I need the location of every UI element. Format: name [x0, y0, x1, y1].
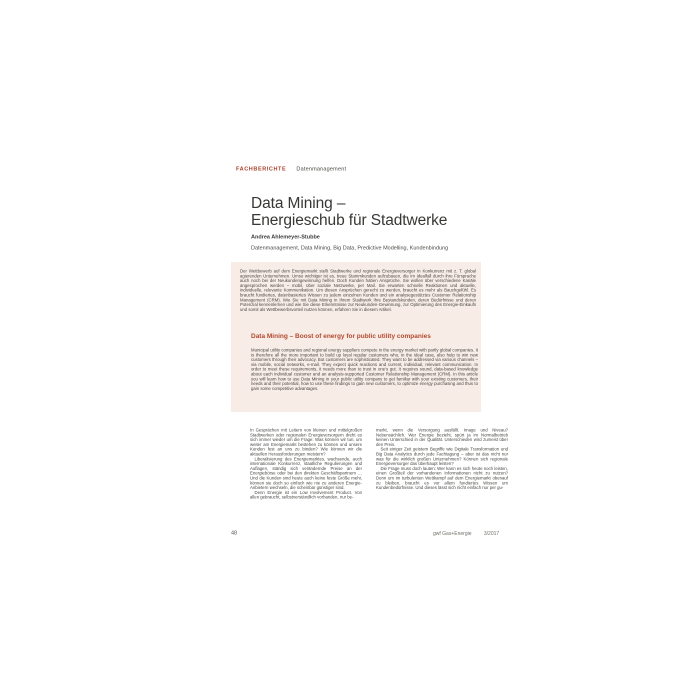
- abstract-english-heading-block: [251, 332, 611, 347]
- section-header: [236, 166, 456, 178]
- section-topic: Datenmanagement: [296, 166, 347, 172]
- author-name: Andrea Ahlemeyer-Stubbe: [251, 234, 320, 240]
- article-title-line1: Data Mining –: [251, 195, 346, 212]
- abstract-english-heading: Data Mining – Boost of energy for public utility companies: [251, 332, 431, 340]
- section-kicker: FACHBERICHTE: [236, 166, 287, 172]
- page-number: 48: [231, 530, 238, 536]
- journal-issue: 3/2017: [483, 531, 500, 537]
- body-paragraph: Denn Energie ist ein Low Involvement Product. Von allen gebraucht, selbstverständlich vorhanden, nur be-: [250, 489, 362, 500]
- article-title-line2: Energieschub für Stadtwerke: [251, 211, 448, 229]
- footer-page-number-block: [231, 530, 243, 542]
- footer-journal-block: [433, 531, 565, 542]
- journal-name: gwf Gas+Energie: [433, 531, 472, 537]
- body-paragraph: merkt, wenn die Versorgung ausfällt. Image und Niveau? Nebensächlich. Wer Energie bezieht, spürt ja im Normalbetrieb keinen Unterschied in der Qualität. Unterschieden wird zumeist über den Preis.: [376, 427, 508, 447]
- abstract-box: [231, 262, 481, 412]
- abstract-english-block: [251, 348, 700, 434]
- article-title: [251, 196, 447, 229]
- body-paragraph: Seit einiger Zeit geistern Begriffe wie Digitale Transformation und Big Data Analytics durch jede Fachtagung – aber ist das nicht nur was für die wirklich großen Unternehmen? Können sich regionale Energieversorger das überhaupt leisten?: [376, 446, 508, 467]
- abstract-german-text: Der Wettbewerb auf dem Energiemarkt stellt Stadtwerke und regionale Energieversorger in Konkurrenz mit z. T. global agierenden Unternehmen. Umso wichtiger ist es, treue Stammkunden aufzubauen, die im Idealfall durch ihre Fürsprache auch noch bei der Neukundengewinnung helfen. Doch Kunden haben Ansprüche. Sie wollen über verschiedene Kanäle angesprochen werden – mobil, über soziale Netzwerke, per Mail. Sie erwarten schnelle Reaktionen und aktuelle, individuelle, relevante Kommunikation. Um diesen Ansprüchen gerecht zu werden, braucht es mehr als Bauchgefühl. Es braucht fundiertes, datenbasiertes Wissen zu jedem einzelnen Kunden und ein analysegestütztes Customer Relationship Management (CRM). Wie Sie mit Data Mining in Ihrem Stadtwerk Ihre Bestandskunden, deren Bedürfnisse und deren Potenzial kennenlernen und wie Sie diese Erkenntnisse zur Neukunden-Gewinnung, zur Optimierung des Energie-Einkaufs und somit als Wettbewerbsvorteil nutzen können, erfahren Sie in diesem Artikel.: [240, 268, 476, 312]
- body-paragraph: Liberalisierung des Energiemarktes, wachsende, auch internationale Konkurrenz, staatliche Regulierungen und Auflagen, ständig sich verändernde Preise an der Energiebörse oder bei den direkten Geschäftspartnern … Und die Kunden sind heute auch keine feste Größe mehr, können sie doch so einfach wie nie zu anderen Energie-Anbietern wechseln, die scheinbar günstiger sind.: [250, 456, 362, 491]
- keywords-line: Datenmanagement, Data Mining, Big Data, Predictive Modelling, Kundenbindung: [251, 245, 449, 251]
- keywords-block: [251, 245, 645, 257]
- body-paragraph: Die Frage muss doch lauten: Wer kann es sich heute noch leisten, einen Großteil der vorhandenen Informationen nicht zu nutzen? Denn um im turbulenten Wettkampf auf dem Energiemarkt obenauf zu bleiben, braucht es vor allem fundiertes Wissen um Kundenbedürfnisse. Und dieses lässt sich nicht einfach nur per gu-: [376, 465, 508, 491]
- abstract-english-text: Municipal utility companies and regional energy suppliers compete in the energy market with partly global companies. It is therefore all the more important to build up loyal regular customers who, in the ideal case, also help to win new customers through their advocacy. But customers are sophisticated. They want to be addressed via various channels – via mobile, social networks, e-mail. They expect quick reactions and current, individual, relevant communication. In order to meet these requirements, it needs more than to trust in one's gut. It requires sound, data-based knowledge about each individual customer and an analysis-supported Customer Relationship Management (CRM). In this article you will learn how to use Data Mining in your public utility company to get familiar with your existing customers, their needs and their potential, how to use these findings to gain new customers, to optimize energy purchasing and thus to gain some competitive advantages.: [251, 347, 478, 391]
- body-paragraph: In Gesprächen mit Leitern von kleinen und mittelgroßen Stadtwerken oder regionalen Energieversorgern dreht es sich immer wieder um die Frage: Was können wir tun, um weiter am Energiemarkt bestehen zu können und unsere Kunden fest an uns zu binden? Wie können wir die aktuellen Herausforderungen meistern?: [250, 427, 362, 457]
